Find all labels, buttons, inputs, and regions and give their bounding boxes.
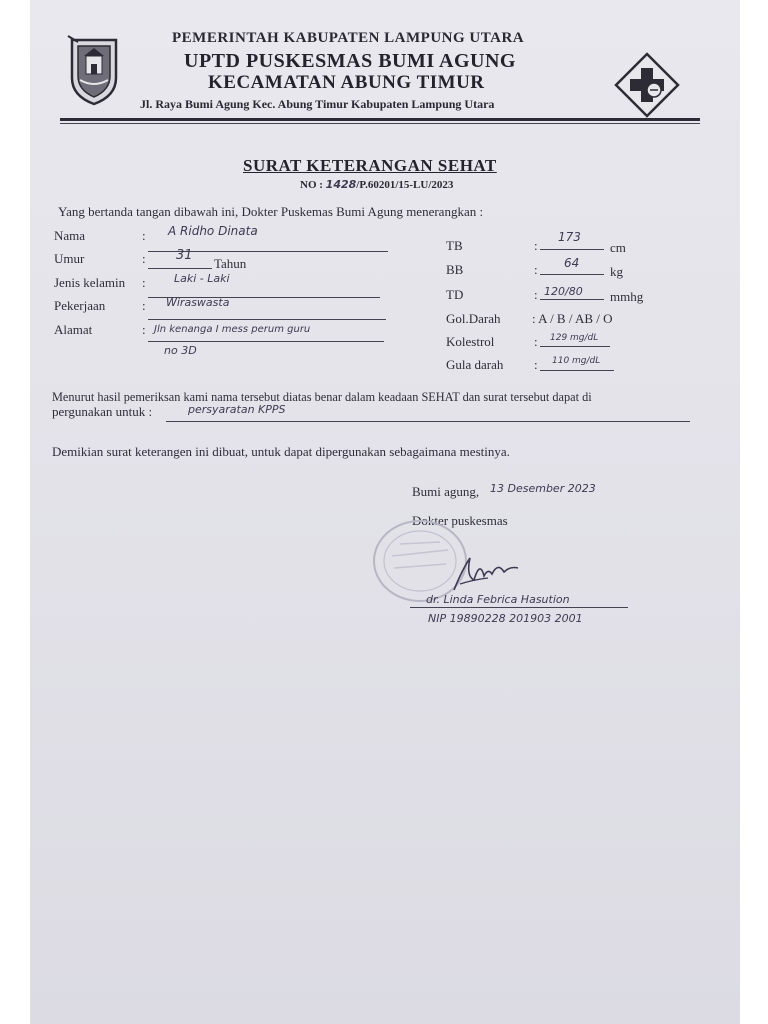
- tb-line: [540, 249, 604, 250]
- date-value: 13 Desember 2023: [490, 482, 596, 495]
- tb-value: 173: [558, 230, 581, 244]
- cholesterol-label: Kolestrol: [446, 334, 495, 349]
- blood-sugar-line: [540, 370, 614, 371]
- address-colon: :: [142, 322, 146, 337]
- bb-label: BB: [446, 262, 464, 277]
- gender-colon: :: [142, 275, 146, 290]
- blood-sugar-colon: :: [534, 357, 538, 372]
- purpose-value: persyaratan KPPS: [188, 403, 286, 416]
- closing-text: Demikian surat keterangen ini dibuat, untuk dapat dipergunakan sebagaimana mestinya.: [52, 444, 510, 459]
- address-line-rule: [148, 341, 384, 342]
- address-value-line2: no 3D: [164, 344, 197, 357]
- purpose-label: pergunakan untuk :: [52, 404, 153, 419]
- doctor-name: dr. Linda Febrica Hasution: [426, 593, 570, 606]
- role-text: Dokter puskesmas: [412, 513, 508, 528]
- header-rule-thin: [60, 123, 700, 124]
- district-heading: KECAMATAN ABUNG TIMUR: [208, 72, 485, 93]
- blood-sugar-label: Gula darah: [446, 357, 504, 372]
- job-colon: :: [142, 298, 146, 313]
- purpose-line: [166, 421, 690, 422]
- doctor-signature: [448, 550, 528, 594]
- signature-line: [410, 607, 628, 608]
- bb-value: 64: [564, 256, 580, 270]
- bb-unit: kg: [610, 264, 623, 279]
- bb-line: [540, 274, 604, 275]
- institution-heading: UPTD PUSKESMAS BUMI AGUNG: [184, 50, 516, 72]
- cholesterol-value: 129 mg/dL: [550, 333, 599, 343]
- td-unit: mmhg: [610, 289, 644, 304]
- letter-number: NO : 1428/P.60201/15-LU/2023: [300, 178, 454, 191]
- letter-title: SURAT KETERANGAN SEHAT: [243, 156, 497, 175]
- tb-label: TB: [446, 238, 463, 253]
- puskesmas-emblem-logo: [614, 52, 680, 118]
- government-heading: PEMERINTAH KABUPATEN LAMPUNG UTARA: [172, 30, 525, 46]
- name-value: A Ridho Dinata: [168, 224, 258, 238]
- blood-sugar-value: 110 mg/dL: [552, 356, 601, 366]
- blood-type-label: Gol.Darah: [446, 311, 501, 326]
- age-label: Umur: [54, 251, 85, 266]
- header-rule: [60, 118, 700, 121]
- statement-text: Menurut hasil pemeriksan kami nama tersebut diatas benar dalam keadaan SEHAT dan surat tersebut dapat di: [52, 390, 592, 404]
- td-line: [540, 299, 604, 300]
- job-label: Pekerjaan: [54, 298, 106, 313]
- place-text: Bumi agung,: [412, 484, 480, 499]
- tb-unit: cm: [610, 240, 626, 255]
- age-colon: :: [142, 251, 146, 266]
- job-value: Wiraswasta: [166, 296, 230, 309]
- address-value-line1: Jln kenanga I mess perum guru: [154, 324, 311, 335]
- cholesterol-line: [540, 346, 610, 347]
- letter-page: [30, 0, 740, 1024]
- cholesterol-colon: :: [534, 334, 538, 349]
- gender-label: Jenis kelamin: [54, 275, 126, 290]
- age-line: [148, 268, 212, 269]
- name-label: Nama: [54, 228, 86, 243]
- td-label: TD: [446, 287, 464, 302]
- regional-emblem-logo: [66, 34, 122, 106]
- blood-type-options: : A / B / AB / O: [532, 311, 613, 326]
- job-line: [148, 319, 386, 320]
- address-line: Jl. Raya Bumi Agung Kec. Abung Timur Kabupaten Lampung Utara: [140, 97, 495, 111]
- age-value: 31: [176, 248, 193, 263]
- name-colon: :: [142, 228, 146, 243]
- intro-text: Yang bertanda tangan dibawah ini, Dokter Puskemas Bumi Agung menerangkan :: [58, 204, 484, 219]
- tb-colon: :: [534, 238, 538, 253]
- doctor-nip: NIP 19890228 201903 2001: [428, 612, 583, 625]
- td-colon: :: [534, 287, 538, 302]
- bb-colon: :: [534, 262, 538, 277]
- age-unit: Tahun: [214, 256, 247, 271]
- gender-value: Laki - Laki: [174, 272, 230, 285]
- td-value: 120/80: [544, 285, 583, 298]
- address-label: Alamat: [54, 322, 93, 337]
